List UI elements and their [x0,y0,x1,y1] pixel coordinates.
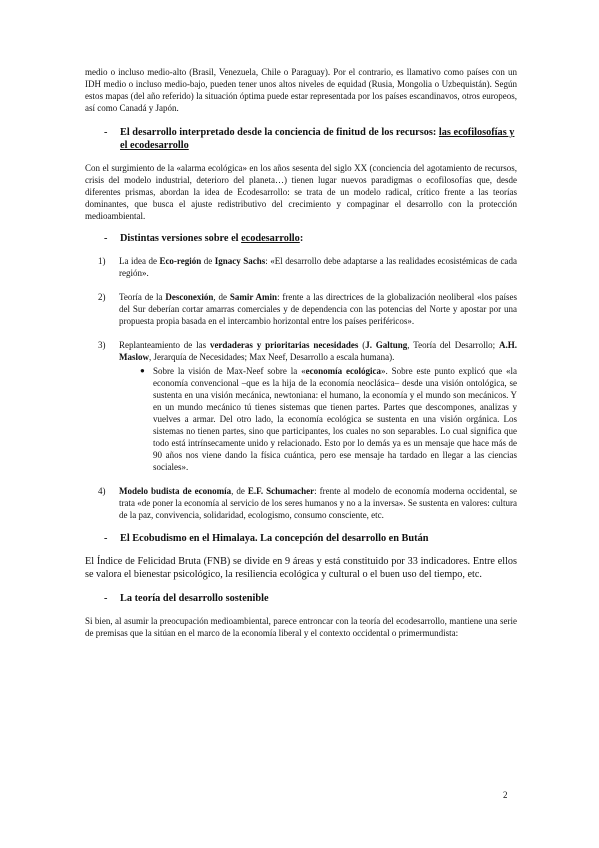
list-item-3 [85,339,517,363]
heading-underlined-text: las ecofilosofías y el ecodesarrollo [120,127,515,151]
item-term: Modelo budista de economía [119,486,232,496]
heading-dash: - [104,533,108,544]
section-heading-sostenible [85,592,517,605]
bullet-text: ». Sobre este punto explicó que «la economía convencional –que es la hija de la economía neoclásica– desde una visión ontológica, se sustenta en una visión mecánica, newtoniana: el humano, la economía y el mundo son mecánicos. Y en un mundo mecánico tú tienes sistemas que tienen partes. Partes que descompones, analizas y vuelves a armar. Del otro lado, la economía ecológica se sustenta en una visión orgánica. Los sistemas no tienen partes, sino que participantes, los cuales no son separables. Lo cual significa que todo está intrínsecamente unido y relacionado. Esto por lo demás ya es un mensaje que hace más de 90 años nos viene dando la física cuántica, pero ese mensaje ha tardado en llegar a las ciencias sociales». [153,366,517,472]
item-text: Teoría de la [119,292,166,302]
numbered-list-continued [85,485,517,521]
numbered-list [85,255,517,363]
list-item-4 [85,485,517,521]
page-content [85,66,517,639]
list-item-2 [85,291,517,327]
sub-bullet-economia-ecologica [138,365,517,473]
item-text: : «El desarrollo debe adaptarse a las realidades ecosistémicas de cada región». [119,256,517,278]
item-text: : frente al modelo de economía moderna occidental, se trata «de poner la economía al servicio de los seres humanos y no a la inversa». Se sustenta en valores: cultura de la paz, convivencia, solidaridad, ecologismo, consumo consciente, etc. [119,486,518,520]
item-text: La idea de [119,256,160,266]
intro-paragraph: medio o incluso medio-alto (Brasil, Venezuela, Chile o Paraguay). Por el contrario, es llamativo como países con un IDH medio o incluso medio-bajo, pueden tener unos altos niveles de equidad (Rusia, Mongolia o Uzbequistán). Según estos mapas (del año referido) la situación óptima puede estar representada por los países escandinavos, otros europeos, así como Canadá y Japón. [85,67,517,113]
item-text: Replanteamiento de las [119,340,210,350]
item-author: Samir Amin [229,292,278,302]
item-author: E.F. Schumacher [247,486,315,496]
heading-text: El desarrollo interpretado desde la conciencia de finitud de los recursos: [120,127,439,138]
item-number: 4) [98,486,106,496]
paragraph-ecodesarrollo: Con el surgimiento de la «alarma ecológica» en los años sesenta del siglo XX (conciencia del agotamiento de recursos, crisis del modelo industrial, deterioro del planeta…) tienen lugar nuevos paradigmas o ecofilosofías que, desde diferentes prismas, abordan la idea de Ecodesarrollo: se trata de un modelo radical, crítico frente a las teorías dominantes, que busca el ajuste redistributivo del crecimiento y compaginar el desarrollo con la protección medioambiental. [85,163,517,221]
item-text: , Jerarquía de Necesidades; Max Neef, Desarrollo a escala humana). [149,352,395,362]
item-author: J. Galtung [365,340,408,350]
item-author: A.H. Maslow [119,340,517,362]
item-number: 1) [98,256,106,266]
heading-text: El Ecobudismo en el Himalaya. La concepción del desarrollo en Bután [120,533,429,544]
bullet-dot-icon: ● [140,366,145,375]
heading-text: La teoría del desarrollo sostenible [120,592,269,604]
item-text: , Teoría del Desarrollo; [407,340,499,350]
bullet-text: Sobre la visión de Max-Neef sobre la « [153,366,306,376]
section-heading-ecobudismo [85,532,517,545]
item-term: Eco-región [159,256,202,266]
item-term: verdaderas y prioritarias necesidades [209,340,359,350]
item-text: , de [213,292,230,302]
item-text: , de [231,486,248,496]
item-number: 3) [98,340,106,350]
heading-dash: - [104,233,108,244]
heading-text: Distintas versiones sobre el [120,233,242,244]
heading-dash: - [104,127,108,138]
item-term: Desconexión [165,292,214,302]
heading-underlined-text: ecodesarrollo [241,233,300,244]
section-heading-versiones [85,232,517,245]
bullet-term: economía ecológica [305,366,381,376]
list-item-1 [85,255,517,279]
item-text: ( [358,340,366,350]
paragraph-ecobudismo: El Índice de Felicidad Bruta (FNB) se divide en 9 áreas y está constituido por 33 indicadores. Entre ellos se valora el bienestar psicológico, la resiliencia ecológica y cultural o el buen uso del tiempo, etc. [85,556,517,581]
heading-dash: - [104,592,108,604]
item-text: : frente a las directrices de la globalización neoliberal «los países del Sur deberían cortar amarras comerciales y de dependencia con las potencias del Norte y apostar por una propuesta propia basada en el intercambio horizontal entre los países periféricos». [119,292,517,326]
section-heading-ecodesarrollo [85,126,517,152]
heading-colon: : [299,233,304,244]
item-text: de [201,256,215,266]
paragraph-sostenible: Si bien, al asumir la preocupación medioambiental, parece entroncar con la teoría del ecodesarrollo, mantiene una serie de premisas que la sitúan en el marco de la economía liberal y el contexto occidental o primermundista: [85,615,517,638]
page-number: 2 [503,790,508,800]
item-number: 2) [98,292,106,302]
item-author: Ignacy Sachs [214,256,266,266]
